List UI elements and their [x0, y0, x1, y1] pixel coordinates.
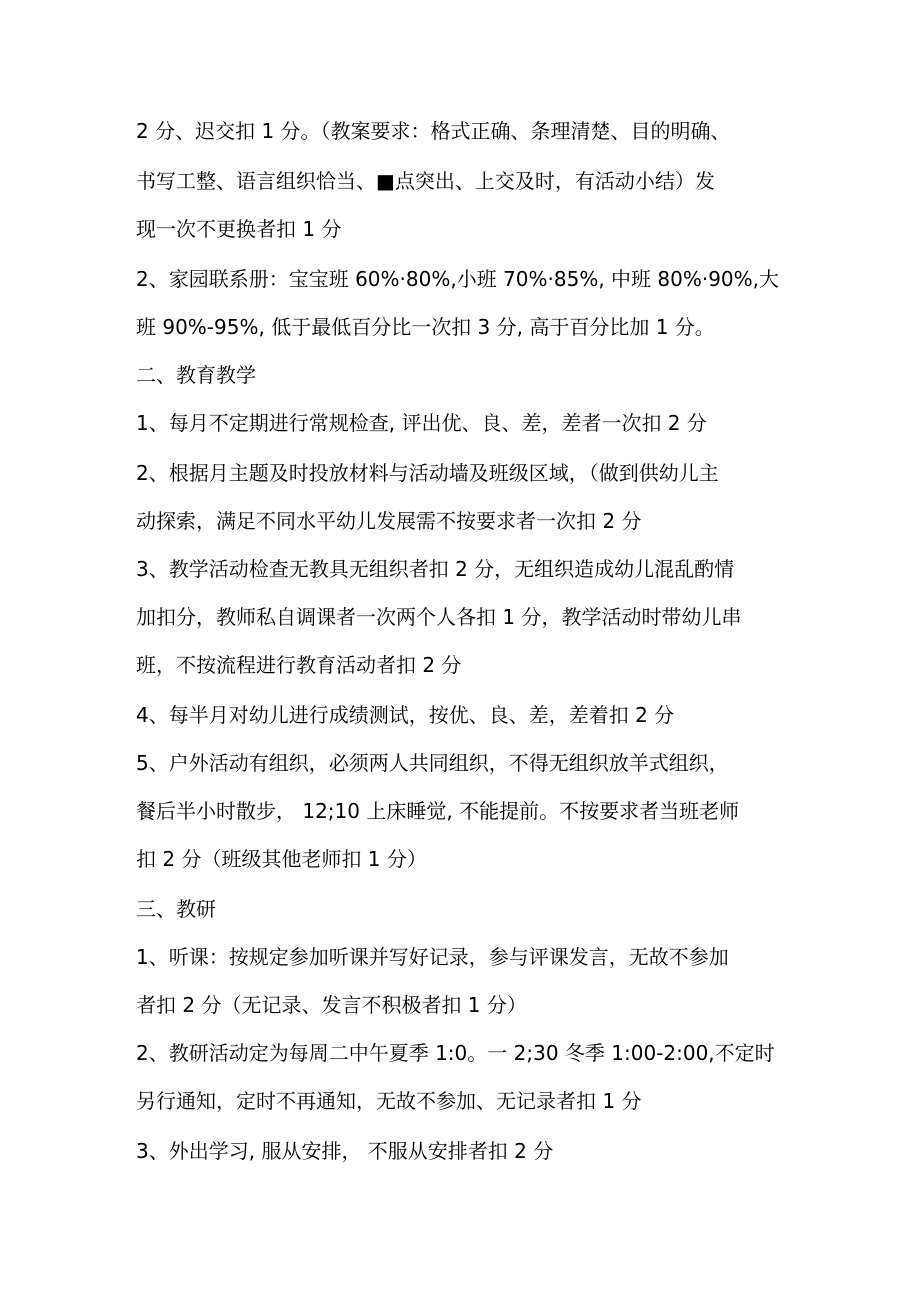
text-line: 3、教学活动检查无教具无组织者扣 2 分，无组织造成幼儿混乱酌情 [136, 557, 735, 581]
text-line: 2、根据月主题及时投放材料与活动墙及班级区域，（做到供幼儿主 [136, 461, 719, 485]
text-line: 者扣 2 分（无记录、发言不积极者扣 1 分） [136, 993, 527, 1017]
text-line: 5、户外活动有组织，必须两人共同组织，不得无组织放羊式组织， [136, 751, 729, 775]
text-line: 2、教研活动定为每周二中午夏季 1:0。一 2;30 冬季 1:00-2:00,不定时 [136, 1041, 775, 1065]
text-line: 2 分、迟交扣 1 分。（教案要求：格式正确、条理清楚、目的明确、 [136, 119, 731, 143]
text-line: 加扣分，教师私自调课者一次两个人各扣 1 分，教学活动时带幼儿串 [136, 605, 742, 629]
text-line: 班 90%-95%, 低于最低百分比一次扣 3 分, 高于百分比加 1 分。 [136, 315, 715, 339]
text-line: 1、每月不定期进行常规检查, 评出优、良、差，差者一次扣 2 分 [136, 411, 707, 435]
text-line: 3、外出学习, 服从安排， 不服从安排者扣 2 分 [136, 1139, 554, 1163]
text-line: 1、听课：按规定参加听课并写好记录，参与评课发言，无故不参加 [136, 945, 729, 969]
text-line: 4、每半月对幼儿进行成绩测试，按优、良、差，差着扣 2 分 [136, 703, 675, 727]
text-line: 书写工整、语言组织恰当、■点突出、上交及时，有活动小结）发 [136, 169, 715, 193]
section-heading: 三、教研 [136, 897, 216, 921]
text-line: 现一次不更换者扣 1 分 [136, 217, 342, 241]
section-heading: 二、教育教学 [136, 363, 256, 387]
text-line: 动探索，满足不同水平幼儿发展需不按要求者一次扣 2 分 [136, 509, 642, 533]
text-line: 餐后半小时散步， 12;10 上床睡觉, 不能提前。不按要求者当班老师 [136, 799, 740, 823]
text-line: 扣 2 分（班级其他老师扣 1 分） [136, 847, 427, 871]
text-line: 班，不按流程进行教育活动者扣 2 分 [136, 653, 462, 677]
text-line: 2、家园联系册：宝宝班 60%·80%,小班 70%·85%, 中班 80%·90%,大 [136, 267, 780, 291]
text-line: 另行通知，定时不再通知，无故不参加、无记录者扣 1 分 [136, 1089, 642, 1113]
